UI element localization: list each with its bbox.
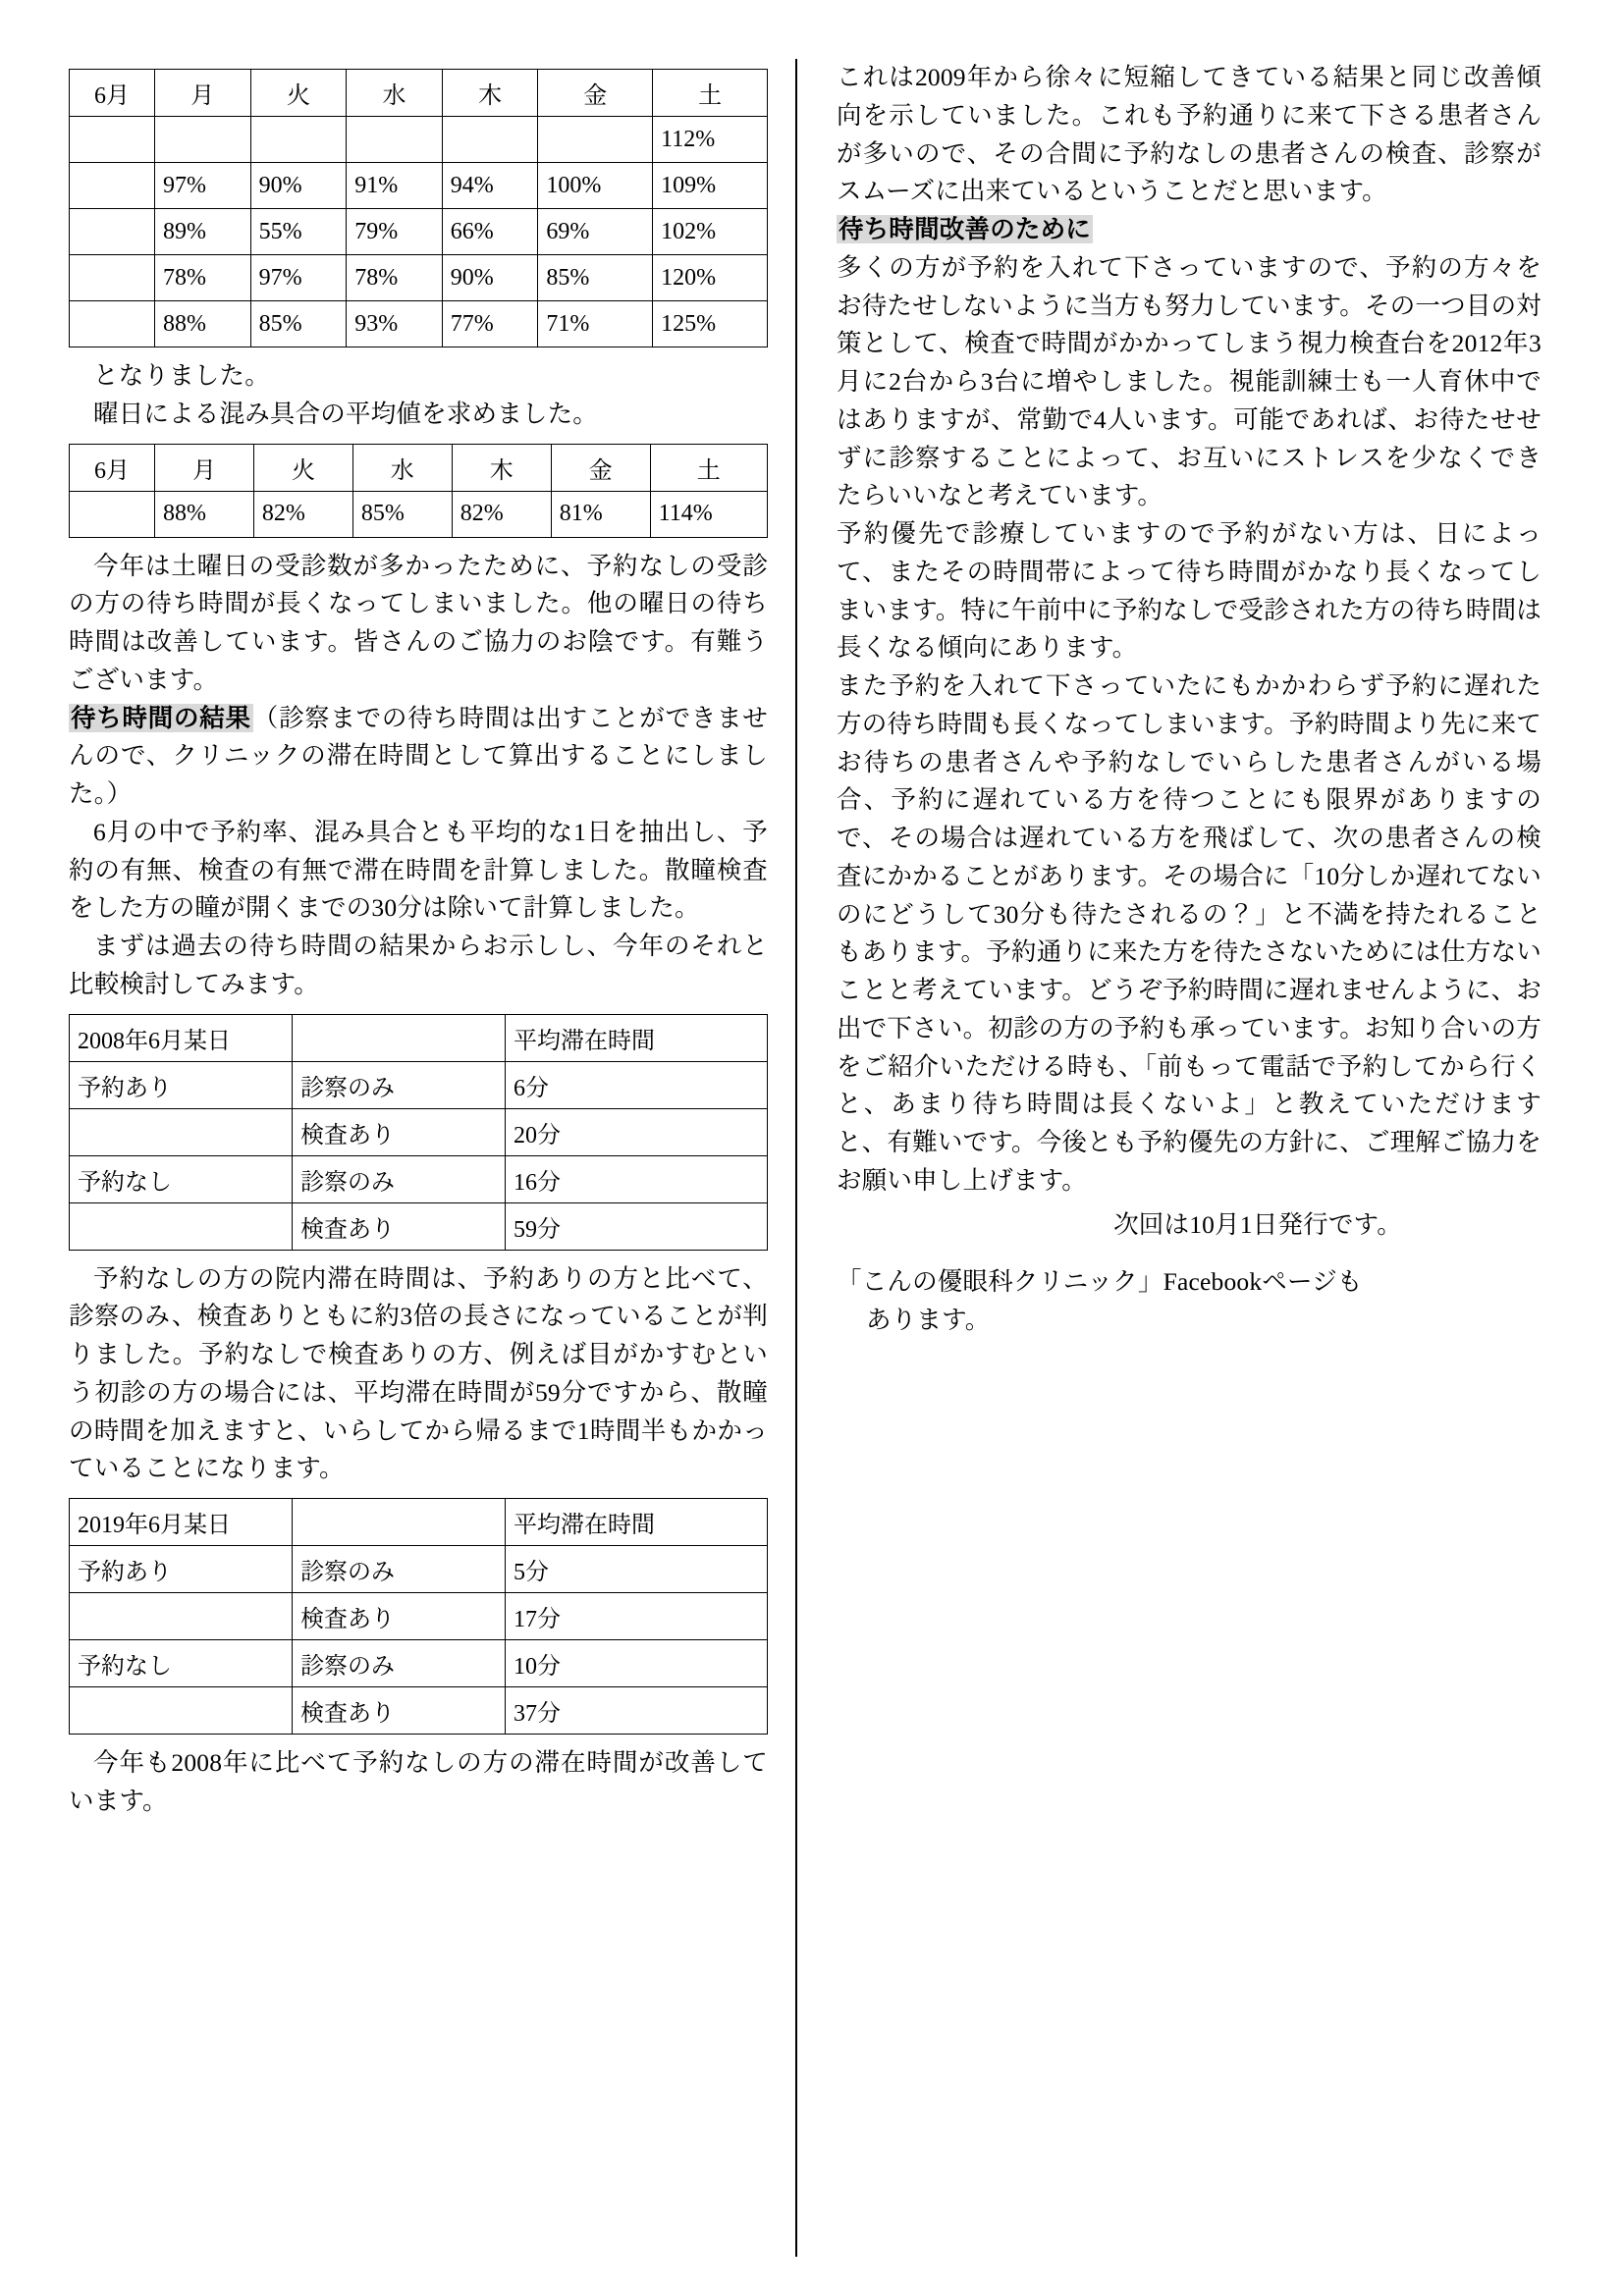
- cell: 2008年6月某日: [70, 1014, 293, 1061]
- cell: 木: [442, 70, 538, 117]
- paragraph-past-comparison-intro: まずは過去の待ち時間の結果からお示しし、今年のそれと比較検討してみます。: [69, 932, 768, 998]
- cell: 59分: [506, 1202, 768, 1250]
- cell: [70, 491, 155, 537]
- cell: 82%: [452, 491, 551, 537]
- cell: 88%: [155, 301, 251, 347]
- cell: 6月: [70, 70, 155, 117]
- cell: 85%: [352, 491, 452, 537]
- cell: 109%: [653, 163, 768, 209]
- cell: 89%: [155, 209, 251, 255]
- cell: 水: [352, 444, 452, 491]
- cell: 検査あり: [293, 1202, 506, 1250]
- cell: 月: [155, 444, 254, 491]
- cell: [70, 255, 155, 301]
- cell: 平均滞在時間: [506, 1014, 768, 1061]
- cell: 71%: [538, 301, 653, 347]
- cell: [442, 117, 538, 163]
- cell: 102%: [653, 209, 768, 255]
- table-weekday-average: [69, 444, 768, 538]
- cell: 85%: [250, 301, 347, 347]
- paragraph-priority-reservation: 予約優先で診療していますので予約がない方は、日によって、またその時間帯によって待ち時間がかなり長くなってしまいます。特に午前中に予約なしで受診された方の待ち時間は長くなる傾向にあります。: [837, 519, 1542, 663]
- cell: [250, 117, 347, 163]
- paragraph-measures: 多くの方が予約を入れて下さっていますので、予約の方々をお待たせしないように当方も努力しています。その一つ目の対策として、検査で時間がかかってしまう視力検査台を2012年3月に2台から3台に増やしました。視能訓練士も一人育休中ではありますが、常勤で4人います。可能であれば、お待たせせずに診察することによって、お互いにストレスを少なくできたらいいなと考えています。: [837, 252, 1542, 510]
- table-row: [70, 70, 768, 117]
- section-heading-wait-result: 待ち時間の結果: [71, 703, 251, 732]
- table-row: [70, 1640, 768, 1687]
- cell: 2019年6月某日: [70, 1499, 293, 1546]
- table-row: [70, 1546, 768, 1593]
- two-column-layout: [69, 59, 1554, 2257]
- cell: 78%: [347, 255, 443, 301]
- cell: 88%: [155, 491, 254, 537]
- cell: 94%: [442, 163, 538, 209]
- cell: 114%: [650, 491, 767, 537]
- cell: 17分: [506, 1593, 768, 1640]
- section-heading-wait-result-tail: （診察までの待ち時間は出すことができませんので、クリニックの滞在時間として算出することにしました。）: [69, 703, 768, 808]
- table-row: [70, 1687, 768, 1735]
- cell: 検査あり: [293, 1687, 506, 1735]
- table-row: [70, 1202, 768, 1250]
- cell: [70, 1687, 293, 1735]
- cell: [70, 1202, 293, 1250]
- cell: 100%: [538, 163, 653, 209]
- cell: [70, 163, 155, 209]
- cell: 16分: [506, 1155, 768, 1202]
- cell: 6月: [70, 444, 155, 491]
- cell: 5分: [506, 1546, 768, 1593]
- paragraph-after-daily-table: となりました。: [93, 361, 270, 390]
- right-column: [815, 59, 1542, 2257]
- table-row: [70, 117, 768, 163]
- cell: 火: [253, 444, 352, 491]
- table-row: [70, 255, 768, 301]
- table-row: [70, 1593, 768, 1640]
- section-heading-improvement-line: [837, 211, 1542, 249]
- cell: 120%: [653, 255, 768, 301]
- table-row: [70, 209, 768, 255]
- cell: 診察のみ: [293, 1640, 506, 1687]
- table-row: [70, 1014, 768, 1061]
- cell: 水: [347, 70, 443, 117]
- cell: 55%: [250, 209, 347, 255]
- cell: [70, 301, 155, 347]
- cell: 91%: [347, 163, 443, 209]
- cell: 予約あり: [70, 1546, 293, 1593]
- table-row: [70, 1499, 768, 1546]
- cell: 予約あり: [70, 1061, 293, 1108]
- cell: 予約なし: [70, 1155, 293, 1202]
- table-row: [70, 491, 768, 537]
- paragraph-2008-analysis: 予約なしの方の院内滞在時間は、予約ありの方と比べて、診察のみ、検査ありともに約3倍の長さになっていることが判りました。予約なしで検査ありの方、例えば目がかすむという初診の方の場合には、平均滞在時間が59分ですから、散瞳の時間を加えますと、いらしてから帰るまで1時間半もかかっていることになります。: [69, 1263, 768, 1483]
- cell: [155, 117, 251, 163]
- cell: 検査あり: [293, 1108, 506, 1155]
- table-row: [70, 1155, 768, 1202]
- cell: 90%: [250, 163, 347, 209]
- cell: 20分: [506, 1108, 768, 1155]
- cell: 79%: [347, 209, 443, 255]
- paragraph-calculation-method: 6月の中で予約率、混み具合とも平均的な1日を抽出し、予約の有無、検査の有無で滞在時間を計算しました。散瞳検査をした方の瞳が開くまでの30分は除いて計算しました。: [69, 817, 768, 923]
- cell: 90%: [442, 255, 538, 301]
- cell: 土: [650, 444, 767, 491]
- paragraph-2019-improvement: 今年も2008年に比べて予約なしの方の滞在時間が改善しています。: [69, 1748, 768, 1815]
- paragraph-late-arrivals: また予約を入れて下さっていたにもかかわらず予約に遅れた方の待ち時間も長くなってしまいます。予約時間より先に来てお待ちの患者さんや予約なしでいらした患者さんがいる場合、予約に遅れている方を待つことにも限界がありますので、その場合は遅れている方を飛ばして、次の患者さんの検査にかかることがあります。その場合に「10分しか遅れてないのにどうして30分も待たされるの？」と不満を持たれることもあります。予約通りに来た方を待たさないためには仕方ないことと考えています。どうぞ予約時間に遅れませんように、お出で下さい。初診の方の予約も承っています。お知り合いの方をご紹介いただける時も、「前もって電話で予約してから行くと、あまり待ち時間は長くないよ」と教えていただけますと、有難いです。今後とも予約優先の方針に、ご理解ご協力をお願い申し上げます。: [837, 671, 1542, 1195]
- cell: [70, 1108, 293, 1155]
- cell: 112%: [653, 117, 768, 163]
- cell: 97%: [155, 163, 251, 209]
- cell: 69%: [538, 209, 653, 255]
- cell: 検査あり: [293, 1593, 506, 1640]
- cell: 火: [250, 70, 347, 117]
- paragraph-trend-since-2009: これは2009年から徐々に短縮してきている結果と同じ改善傾向を示していました。これも予約通りに来て下さる患者さんが多いので、その合間に予約なしの患者さんの検査、診察がスムーズに出来ているということだと思います。: [837, 63, 1542, 206]
- facebook-note-line2: あります。: [866, 1306, 991, 1334]
- table-2019-stay-time: [69, 1498, 768, 1735]
- cell: 10分: [506, 1640, 768, 1687]
- cell: [293, 1499, 506, 1546]
- section-heading-improvement: 待ち時間改善のために: [839, 215, 1092, 243]
- cell: 金: [538, 70, 653, 117]
- cell: 97%: [250, 255, 347, 301]
- cell: 月: [155, 70, 251, 117]
- cell: 78%: [155, 255, 251, 301]
- cell: 77%: [442, 301, 538, 347]
- cell: 81%: [551, 491, 650, 537]
- cell: [70, 1593, 293, 1640]
- cell: 土: [653, 70, 768, 117]
- cell: [538, 117, 653, 163]
- cell: 診察のみ: [293, 1546, 506, 1593]
- next-issue-note: 次回は10月1日発行です。: [1113, 1209, 1402, 1239]
- left-column: [69, 59, 795, 2257]
- facebook-note-line1: 「こんの優眼科クリニック」Facebookページも: [837, 1267, 1363, 1297]
- cell: [70, 117, 155, 163]
- cell: [347, 117, 443, 163]
- cell: 平均滞在時間: [506, 1499, 768, 1546]
- cell: 85%: [538, 255, 653, 301]
- table-row: [70, 1061, 768, 1108]
- cell: 診察のみ: [293, 1061, 506, 1108]
- spacer: [837, 1244, 1542, 1263]
- table-row: [70, 1108, 768, 1155]
- cell: 125%: [653, 301, 768, 347]
- table-2008-stay-time: [69, 1014, 768, 1251]
- cell: 6分: [506, 1061, 768, 1108]
- cell: [293, 1014, 506, 1061]
- cell: 93%: [347, 301, 443, 347]
- cell: [70, 209, 155, 255]
- cell: 予約なし: [70, 1640, 293, 1687]
- paragraph-average-intro: 曜日による混み具合の平均値を求めました。: [93, 399, 599, 428]
- section-heading-wait-result-line: [69, 700, 768, 814]
- cell: 診察のみ: [293, 1155, 506, 1202]
- cell: 金: [551, 444, 650, 491]
- paragraph-saturday-note: 今年は土曜日の受診数が多かったために、予約なしの受診の方の待ち時間が長くなってしまいました。他の曜日の待ち時間は改善しています。皆さんのご協力のお陰です。有難うございます。: [69, 551, 768, 694]
- cell: 37分: [506, 1687, 768, 1735]
- table-row: [70, 444, 768, 491]
- cell: 木: [452, 444, 551, 491]
- table-daily-reservation-rates: [69, 69, 768, 347]
- column-divider: [795, 59, 797, 2257]
- cell: 82%: [253, 491, 352, 537]
- table-row: [70, 163, 768, 209]
- table-row: [70, 301, 768, 347]
- cell: 66%: [442, 209, 538, 255]
